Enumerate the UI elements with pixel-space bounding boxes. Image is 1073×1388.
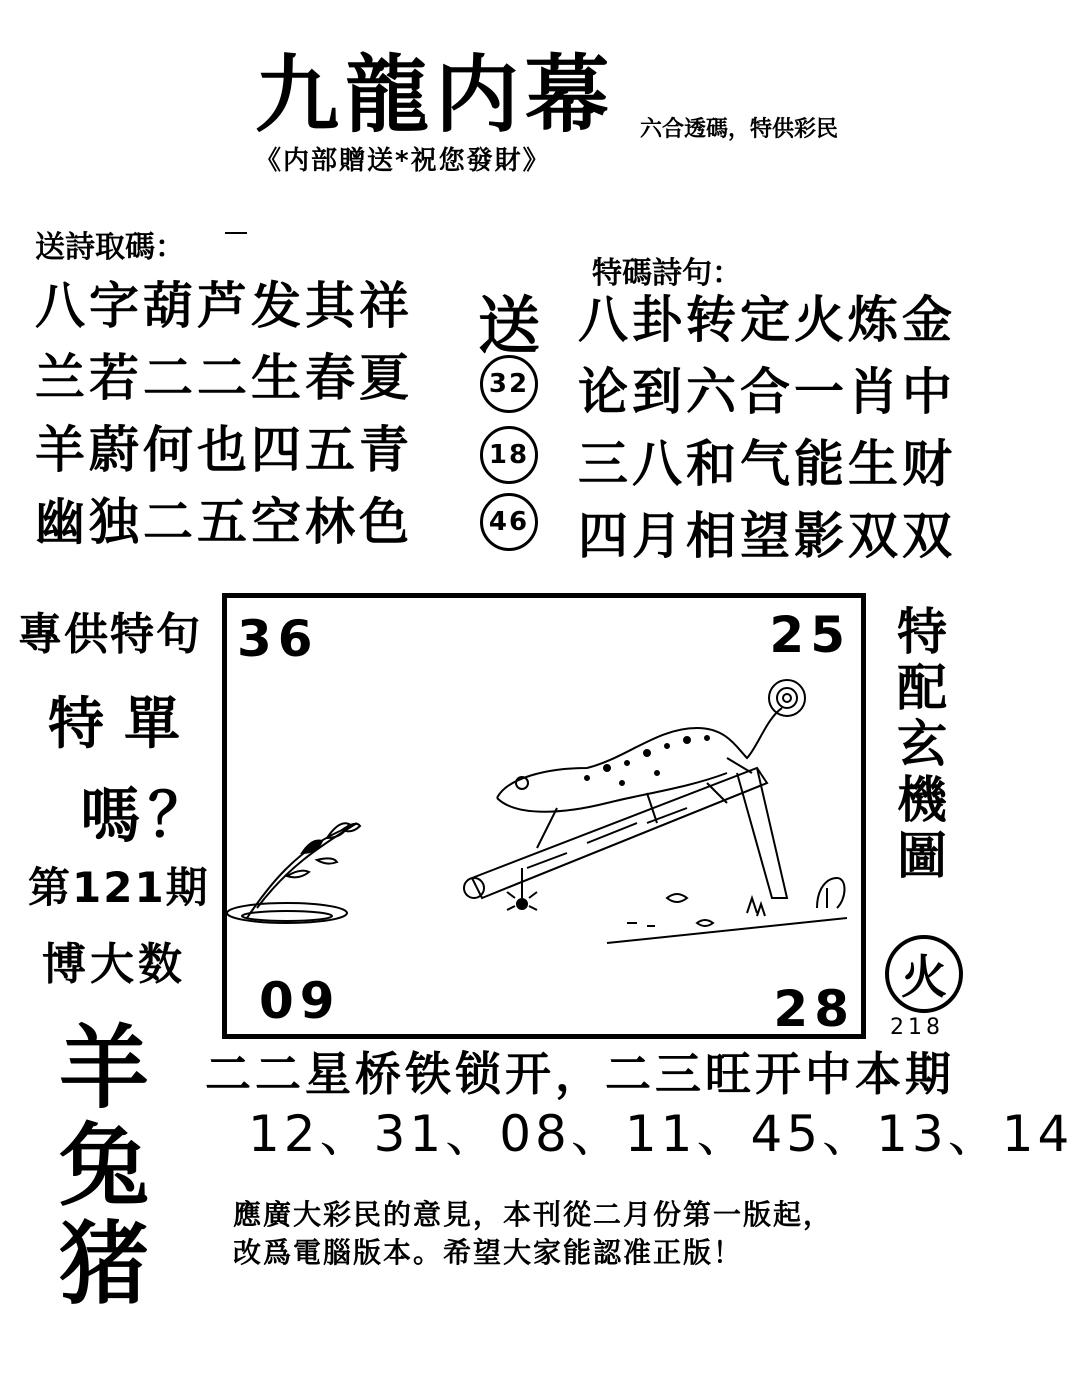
- chameleon-illustration: [227, 598, 861, 1034]
- chameleon: [497, 680, 805, 848]
- right-poem-lines: [578, 284, 956, 572]
- song-char: 送: [478, 289, 541, 362]
- page-title: 九龍内幕: [255, 46, 616, 144]
- corner-number-top-right: 25: [769, 606, 851, 664]
- bet-text: 博大数: [42, 939, 186, 990]
- left-poem-lines: [35, 270, 413, 558]
- right-poem-line: 四月相望影双双: [578, 507, 956, 565]
- notice-line: 應廣大彩民的意見，本刊從二月份第一版起，: [233, 1198, 834, 1231]
- corner-number-bottom-left: 09: [259, 972, 341, 1030]
- left-poem-line: 羊蔚何也四五青: [35, 421, 413, 479]
- circle-number: 46: [480, 493, 538, 551]
- ground: [607, 878, 847, 943]
- corner-number-top-left: 36: [237, 610, 319, 668]
- grass-sprig: [227, 823, 360, 923]
- zodiac-picks: 羊兔猪: [43, 1020, 148, 1314]
- left-poem-heading: 送詩取碼：: [35, 230, 185, 265]
- left-poem-line: 幽独二五空林色: [35, 493, 413, 551]
- right-poem-line: 三八和气能生财: [578, 435, 956, 493]
- right-poem-heading: 特碼詩句：: [592, 256, 742, 291]
- left-poem-line: 八字葫芦发其祥: [35, 277, 413, 335]
- special-question: 嗎？: [80, 781, 216, 851]
- right-heading: 特配玄機圖: [889, 605, 947, 885]
- notice: [233, 1196, 833, 1272]
- number-list: 12、31、08、11、45、13、14: [248, 1105, 1073, 1163]
- right-poem-line: 论到六合一肖中: [578, 363, 956, 421]
- tagline: 二二星桥铁锁开，二三旺开中本期: [205, 1047, 955, 1101]
- spider: [507, 868, 537, 910]
- left-poem-line: 兰若二二生春夏: [35, 349, 413, 407]
- right-poem-line: 八卦转定火炼金: [578, 291, 956, 349]
- subtitle-right: 六合透碼，特供彩民: [640, 117, 839, 142]
- circle-number: 18: [480, 426, 538, 484]
- branch: [464, 768, 787, 898]
- heading-dash: [225, 232, 247, 234]
- issue-number: 第121期: [28, 863, 210, 912]
- special-single: 特單: [48, 692, 200, 757]
- corner-number-bottom-right: 28: [773, 980, 855, 1038]
- slogan: 《内部贈送*祝您發財》: [255, 146, 551, 176]
- circle-number: 32: [480, 355, 538, 413]
- picture-frame: [222, 593, 866, 1039]
- notice-line: 改爲電腦版本。希望大家能認准正版！: [233, 1236, 744, 1269]
- element-badge: 火: [885, 935, 963, 1013]
- special-heading: 專供特句: [18, 609, 202, 660]
- page-code: 218: [890, 1015, 944, 1040]
